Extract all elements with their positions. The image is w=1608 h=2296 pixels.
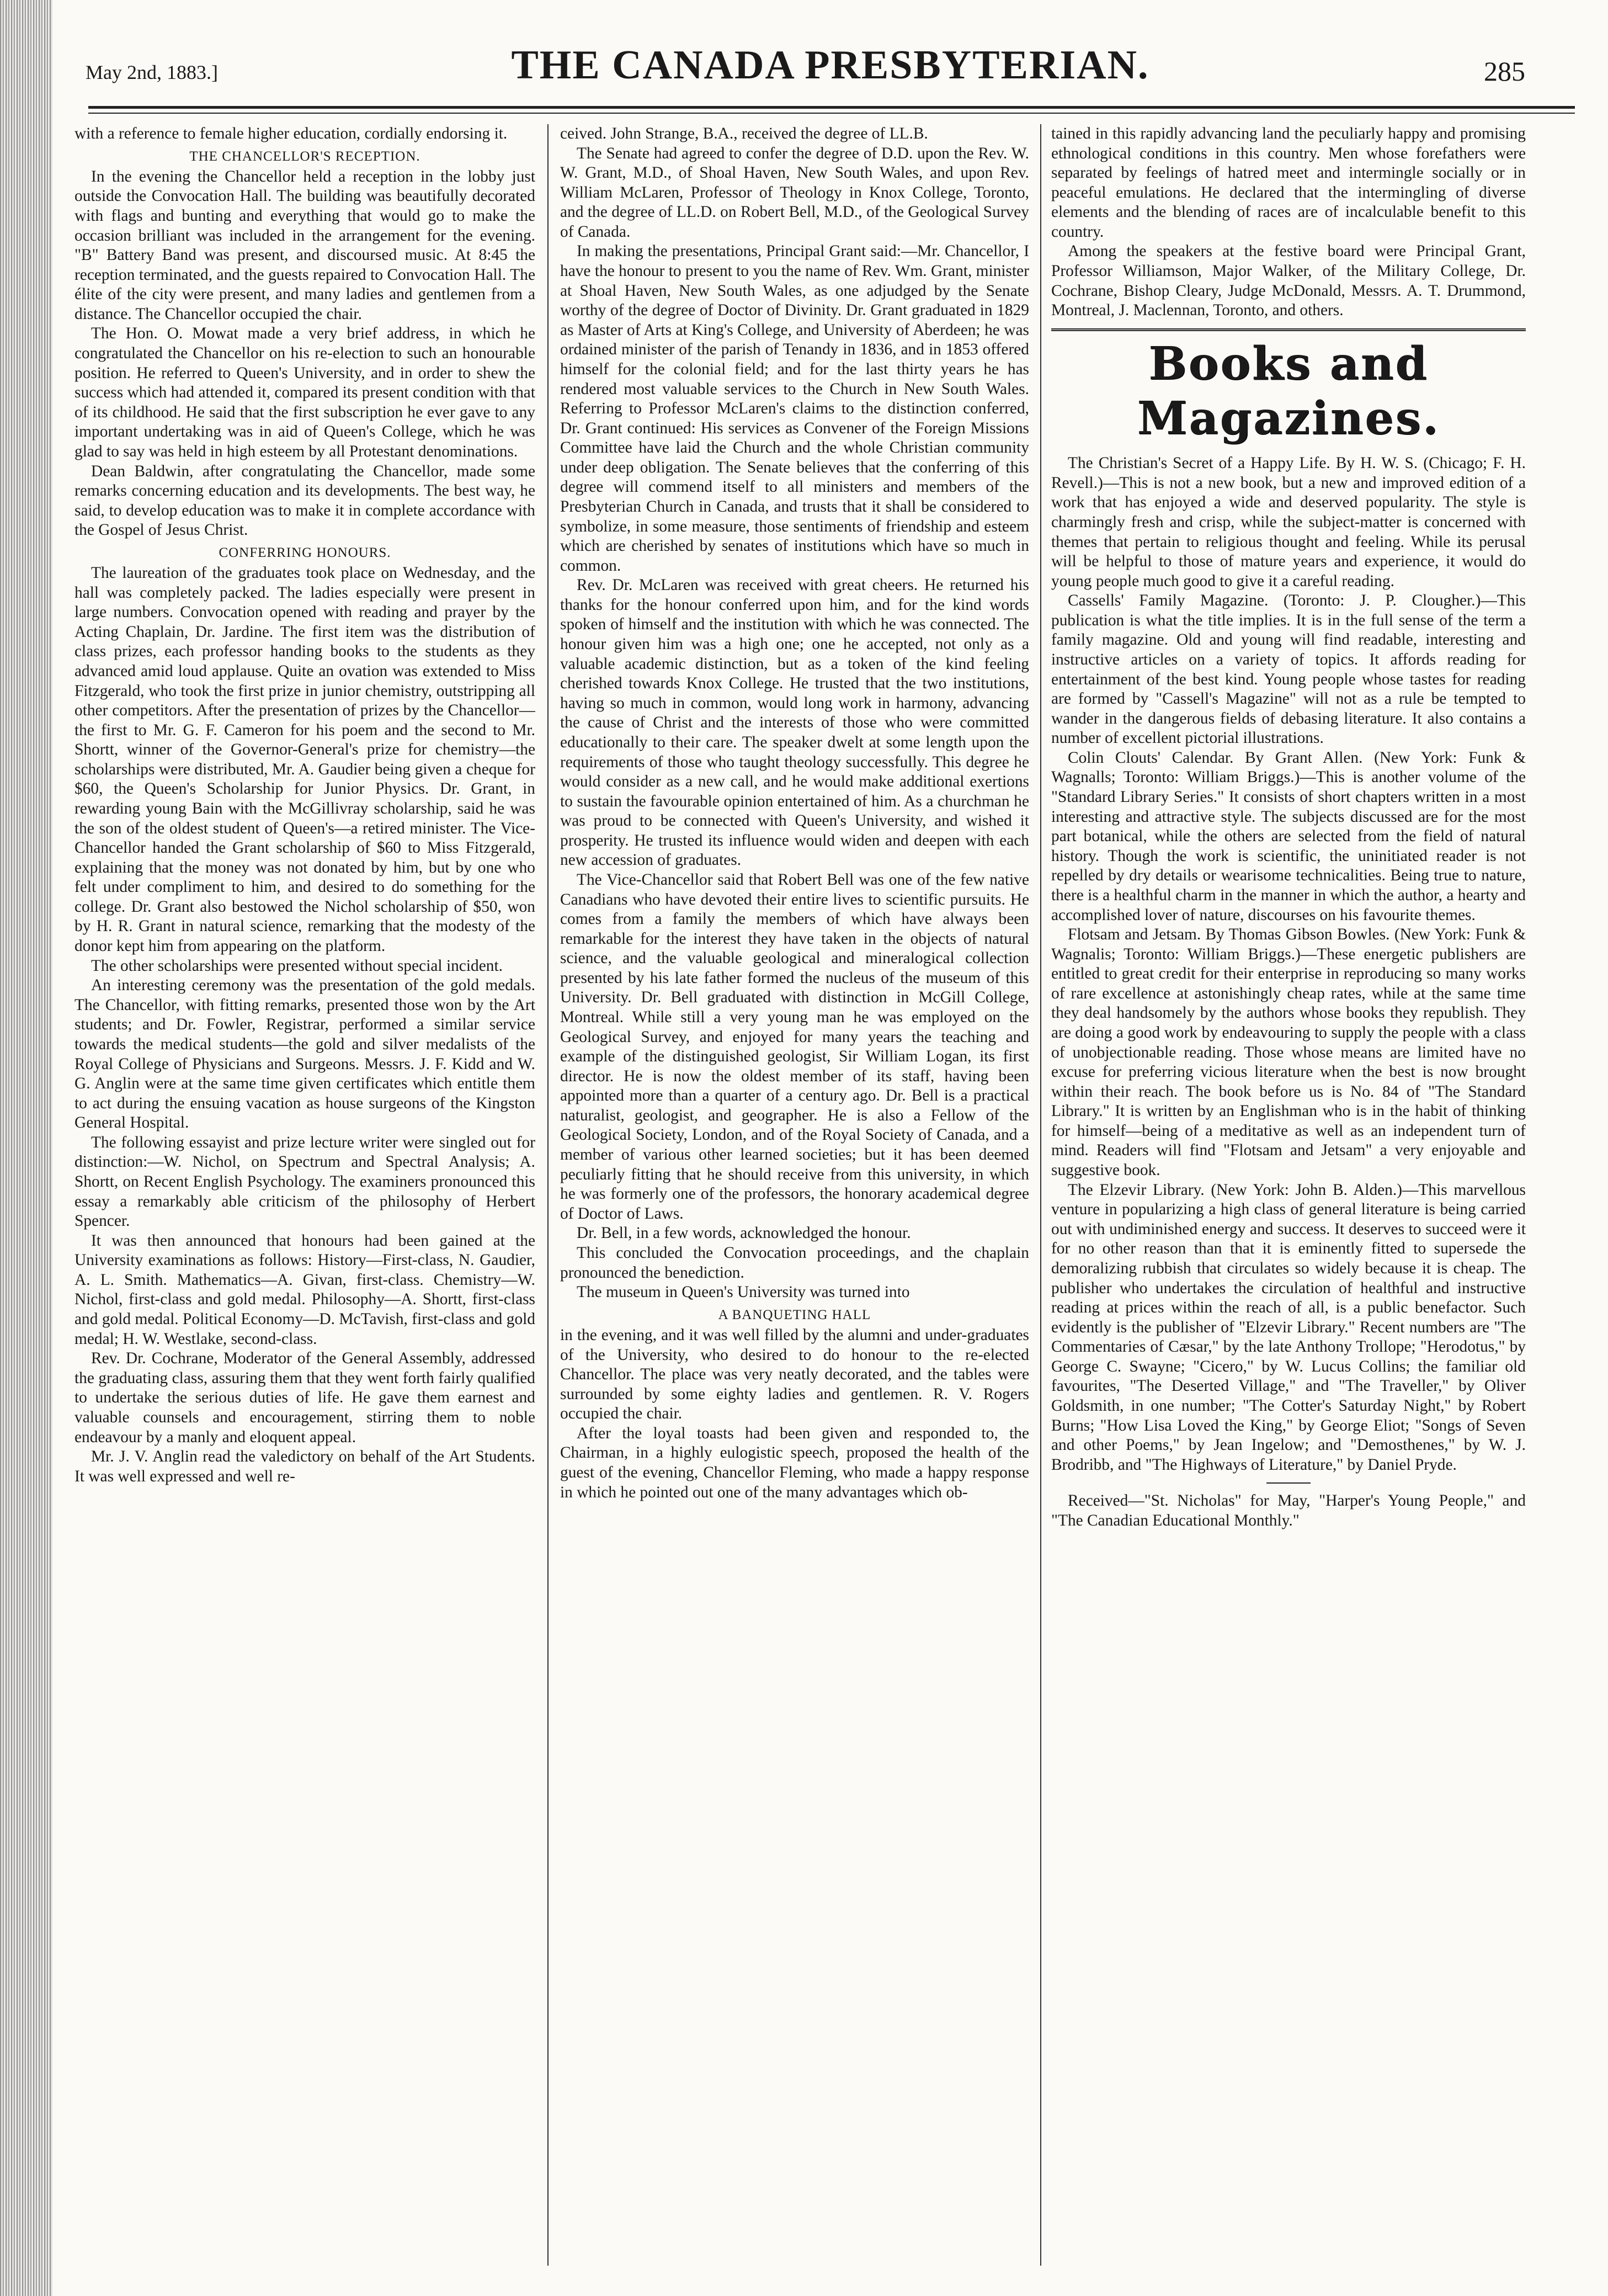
paragraph: In the evening the Chancellor held a reception in the lobby just outside the Convocation Hall. The building was beautifully decorated with flags and bunting and everything that would go to make the occasion brilliant was included in the arrangement for the evening. "B" Battery Band was present, and discoursed music. At 8:45 the reception terminated, and the guests repaired to Convocation Hall. The élite of the city were present, and many ladies and gentlemen from a distance. The Chancellor occupied the chair. [74,167,535,323]
book-review: The Christian's Secret of a Happy Life. By H. W. S. (Chicago; F. H. Revell.)—This is not a new book, but a new and improved edition of a work that has enjoyed a wide and deserved popularity. The style is charmingly fresh and crisp, while the subject-matter is concerned with themes that pertain to religious thought and feeling. While its perusal will be helpful to those of mature years and experience, it would do young people much good to give it a careful reading. [1051,454,1526,590]
paragraph: The Vice-Chancellor said that Robert Bell was one of the few native Canadians who have devoted their entire lives to scientific pursuits. He comes from a family the members of which have always been remarkable for the interest they have taken in the objects of natural science, and the valuable geological and mineralogical collection presented by his late father formed the nucleus of the museum of this University. Dr. Bell graduated with distinction in McGill College, Montreal. While still a very young man he was employed on the Geological Survey, and enjoyed for many years the teaching and example of the distinguished geologist, Sir William Logan, its first director. He is now the oldest member of its staff, having been appointed more than a quarter of a century ago. Dr. Bell is a practical naturalist, geologist, and geographer. He is also a Fellow of the Geological Society, London, and of the Royal Society of Canada, and a member of various other learned societies; but it has been deemed peculiarly fitting that he should receive from this university, in which he was formerly one of the professors, the honorary academical degree of Doctor of Laws. [560,870,1029,1223]
section-heading-banquet: A BANQUETING HALL [718,1307,871,1322]
column-divider [547,124,549,2266]
received-notice: Received—"St. Nicholas" for May, "Harper's Young People," and "The Canadian Educational Monthly." [1051,1492,1526,1529]
paragraph: In making the presentations, Principal Grant said:—Mr. Chancellor, I have the honour to present to you the name of Rev. Wm. Grant, minister at Shoal Haven, New South Wales, as one adjudged by the Senate worthy of the degree of Doctor of Divinity. Dr. Grant graduated in 1829 as Master of Arts at King's College, and University of Aberdeen; he was ordained minister of the parish of Tenandy in 1836, and in 1853 offered himself for the colonial field; and for the last thirty years he has rendered most valuable services to the Church in New South Wales. Referring to Professor McLaren's claims to the distinction conferred, Dr. Grant continued: His services as Convener of the Foreign Missions Committee have laid the Church and the whole Christian community under deep obligation. The Senate believes that the conferring of this degree will commend itself to all ministers and members of the Presbyterian Church in Canada, and trusts that it shall be considered to symbolize, in some measure, those sentiments of friendship and esteem which are cherished by senates of institutions which have so much in common. [560,242,1029,575]
paragraph: with a reference to female higher education, cordially endorsing it. [74,125,508,142]
column-1 [74,124,535,2266]
paragraph: Rev. Dr. Cochrane, Moderator of the General Assembly, addressed the graduating class, assuring them that they went forth fairly qualified to undertake the serious duties of life. He gave them earnest and valuable counsels and encouragement, stirring them to noble endeavour by a manly and eloquent appeal. [74,1349,535,1446]
paragraph: Rev. Dr. McLaren was received with great cheers. He returned his thanks for the honour conferred upon him, and for the kind words spoken of himself and the institution with which he was connected. The honour given him was a high one; one he accepted, not only as a valuable academic distinction, but as a token of the kind feeling cherished towards Knox College. He trusted that the two institutions, having so much in common, would long work in harmony, advancing the cause of Christ and the interests of those who were committed educationally to their care. The speaker dwelt at some length upon the requirements of those who taught theology successfully. This degree he would consider as a new call, and he would make additional exertions to sustain the favourable opinion entertained of him. As a churchman he was proud to be connected with Queen's University, and wished it prosperity. He trusted its influence would widen and deepen with each new accession of graduates. [560,576,1029,869]
section-heading-reception: THE CHANCELLOR'S RECEPTION. [189,148,420,164]
paragraph: Dr. Bell, in a few words, acknowledged the honour. [577,1224,911,1242]
section-divider [1051,328,1526,331]
book-review: Flotsam and Jetsam. By Thomas Gibson Bowles. (New York: Funk & Wagnalis; Toronto: William Briggs.)—These energetic publishers are entitled to great credit for their enterprise in reproducing so many works of rare excellence at astonishingly cheap rates, while at the same time they deal handsomely by the authors whose books they republish. They are doing a good work by endeavouring to supply the people with a class of unobjectionable reading. Those whose means are limited have no excuse for preferring vicious literature when the best is now brought within their reach. The book before us is No. 84 of "The Standard Library." It is written by an Englishman who is in the habit of thinking for himself—being of a meditative as well as an independent turn of mind. Readers will find "Flotsam and Jetsam" a very enjoyable and suggestive book. [1051,926,1526,1179]
paragraph: The Senate had agreed to confer the degree of D.D. upon the Rev. W. W. Grant, M.D., of Shoal Haven, New South Wales, and upon Rev. William McLaren, Professor of Theology in Knox College, Toronto, and the degree of LL.D. on Robert Bell, M.D., of the Geological Survey of Canada. [560,144,1029,241]
paragraph: The other scholarships were presented without special incident. [91,956,503,975]
paragraph: The following essayist and prize lecture writer were singled out for distinction:—W. Nichol, on Spectrum and Spectral Analysis; A. Shortt, on Recent English Psychology. The examiners pronounced this essay a remarkably able criticism of the philosophy of Herbert Spencer. [74,1133,535,1230]
paragraph: Dean Baldwin, after congratulating the Chancellor, made some remarks concerning education and its developments. The best way, he said, to develop education was to make it in complete accordance with the Gospel of Jesus Christ. [74,462,535,539]
paragraph: The museum in Queen's University was turned into [577,1283,910,1301]
paragraph: The laureation of the graduates took place on Wednesday, and the hall was completely packed. The ladies especially were present in large numbers. Convocation opened with reading and prayer by the Acting Chaplain, Dr. Jardine. The first item was the distribution of class prizes, each professor handing books to the students as they advanced amid loud applause. Quite an ovation was extended to Miss Fitzgerald, who took the first prize in junior chemistry, outstripping all other competitors. After the presentation of prizes by the Chancellor—the first to Mr. G. F. Cameron for his poem and the second to Mr. Shortt, winner of the Governor-General's prize for chemistry—the scholarships were distributed, Mr. A. Gaudier being given a cheque for $60, the Queen's Scholarship for Junior Physics. Dr. Grant, in rewarding young Bain with the McGillivray scholarship, said he was the son of the oldest student of Queen's—a retired minister. The Vice-Chancellor handed the Grant scholarship of $60 to Miss Fitzgerald, explaining that the money was not donated by him, but by one who felt under compliment to him, and desired to do something for the college. Dr. Grant also bestowed the Nichol scholarship of $50, won by H. R. Grant in natural science, remarking that the modesty of the donor kept him from appearing on the platform. [74,564,535,955]
book-review: Colin Clouts' Calendar. By Grant Allen. (New York: Funk & Wagnalls; Toronto: William Briggs.)—This is another volume of the "Standard Library Series." It consists of short chapters written in a most interesting and attractive style. The subjects discussed are for the most part botanical, while the others are selected from the field of natural history. Though the work is scientific, the uninitiated reader is not repelled by dry details or wearisome technicalities. Being true to nature, there is a healthful charm in the manner in which the author, a hearty and accomplished lover of nature, discourses on his favourite themes. [1051,748,1526,924]
page-binding-edge [0,0,52,2296]
issue-date: May 2nd, 1883.] [86,61,218,83]
book-review: The Elzevir Library. (New York: John B. Alden.)—This marvellous venture in popularizing a high class of general literature is being carried out with undiminished energy and success. It deserves to succeed were it for no other reason than that it is eminently fitted to supersede the demoralizing rubbish that circulates so widely because it is cheap. The publisher who undertakes the circulation of healthful and instructive reading at prices within the reach of all, is a public benefactor. Such evidently is the publisher of "Elzevir Library." Recent numbers are "The Commentaries of Cæsar," by the late Anthony Trollope; "Herodotus," by George C. Swayne; "Cicero," by W. Lucus Collins; the familiar old favourites, "The Deserted Village," and "The Traveller," by Oliver Goldsmith, in one number; "The Cotter's Saturday Night," by Robert Burns; "How Lisa Loved the King," by George Eliot; "Songs of Seven and other Poems," by Jean Ingelow; and "Demosthenes," by W. J. Brodribb, and "The Highways of Literature," by Daniel Pryde. [1051,1181,1526,1474]
masthead-title: THE CANADA PRESBYTERIAN. [511,42,1149,88]
paragraph: After the loyal toasts had been given and responded to, the Chairman, in a highly eulogistic speech, proposed the health of the guest of the evening, Chancellor Fleming, who made a happy response in which he pointed out one of the many advantages which ob- [560,1424,1029,1501]
column-2 [560,124,1029,2266]
paragraph: tained in this rapidly advancing land the peculiarly happy and promising ethnological conditions in this country. Men whose forefathers were separated by feelings of hatred meet and intermingle socially or in peaceful emulations. He declared that the intermingling of diverse elements and the blending of races are of incalculable benefit to this country. [1051,125,1526,241]
book-review: Cassells' Family Magazine. (Toronto: J. P. Clougher.)—This publication is what the title implies. It is in the full sense of the term a family magazine. Old and young will find readable, interesting and instructive articles on a variety of topics. It affords reading for entertainment of the best kind. Young people whose tastes for reading are formed by "Cassell's Magazine" will not as a rule be tempted to wander in the dangerous fields of debasing literature. It also contains a number of excellent pictorial illustrations. [1051,592,1526,747]
paragraph: It was then announced that honours had been gained at the University examinations as follows: History—First-class, N. Gaudier, A. L. Smith. Mathematics—A. Givan, first-class. Chemistry—W. Nichol, first-class and gold medal. Philosophy—A. Shortt, first-class and gold medal. Political Economy—D. McTavish, first-class and gold medal; H. W. Westlake, second-class. [74,1231,535,1348]
header-rule-thin [88,113,1575,114]
short-rule [1266,1482,1311,1484]
books-magazines-heading: Books and Magazines. [1137,337,1440,445]
paragraph: An interesting ceremony was the presentation of the gold medals. The Chancellor, with fitting remarks, presented those won by the Art students; and Dr. Fowler, Registrar, performed a similar service towards the medical students—the gold and silver medalists of the Royal College of Physicians and Surgeons. Messrs. J. F. Kidd and W. G. Anglin were at the same time given certificates which entitle them to act during the ensuing vacation as house surgeons of the Kingston General Hospital. [74,976,535,1132]
paragraph: This concluded the Convocation proceedings, and the chaplain pronounced the benediction. [560,1243,1029,1282]
page-number: 285 [1484,56,1525,87]
paragraph: Among the speakers at the festive board were Principal Grant, Professor Williamson, Major Walker, of the Military College, Dr. Cochrane, Bishop Cleary, Judge McDonald, Messrs. A. T. Drummond, Montreal, J. Maclennan, Toronto, and others. [1051,242,1526,320]
paragraph: The Hon. O. Mowat made a very brief address, in which he congratulated the Chancellor on his re-election to such an honourable position. He referred to Queen's University, and in order to shew the success which had attended it, compared its present condition with that of its childhood. He said that the first subscription he ever gave to any important undertaking was in aid of Queen's College, which he was glad to say was held in high esteem by all Protestant denominations. [74,325,535,460]
column-3 [1051,124,1526,2266]
header-rule-thick [88,106,1575,109]
column-divider [1040,124,1041,2266]
paragraph: ceived. John Strange, B.A., received the degree of LL.B. [560,125,928,142]
page-header [52,39,1608,99]
paragraph: Mr. J. V. Anglin read the valedictory on behalf of the Art Students. It was well expressed and well re- [74,1448,535,1485]
paragraph: in the evening, and it was well filled by the alumni and under-graduates of the University, who desired to do honour to the re-elected Chancellor. The place was very neatly decorated, and the tables were surrounded by some eighty ladies and gentlemen. R. V. Rogers occupied the chair. [560,1326,1029,1423]
section-heading-honours: CONFERRING HONOURS. [219,545,391,560]
